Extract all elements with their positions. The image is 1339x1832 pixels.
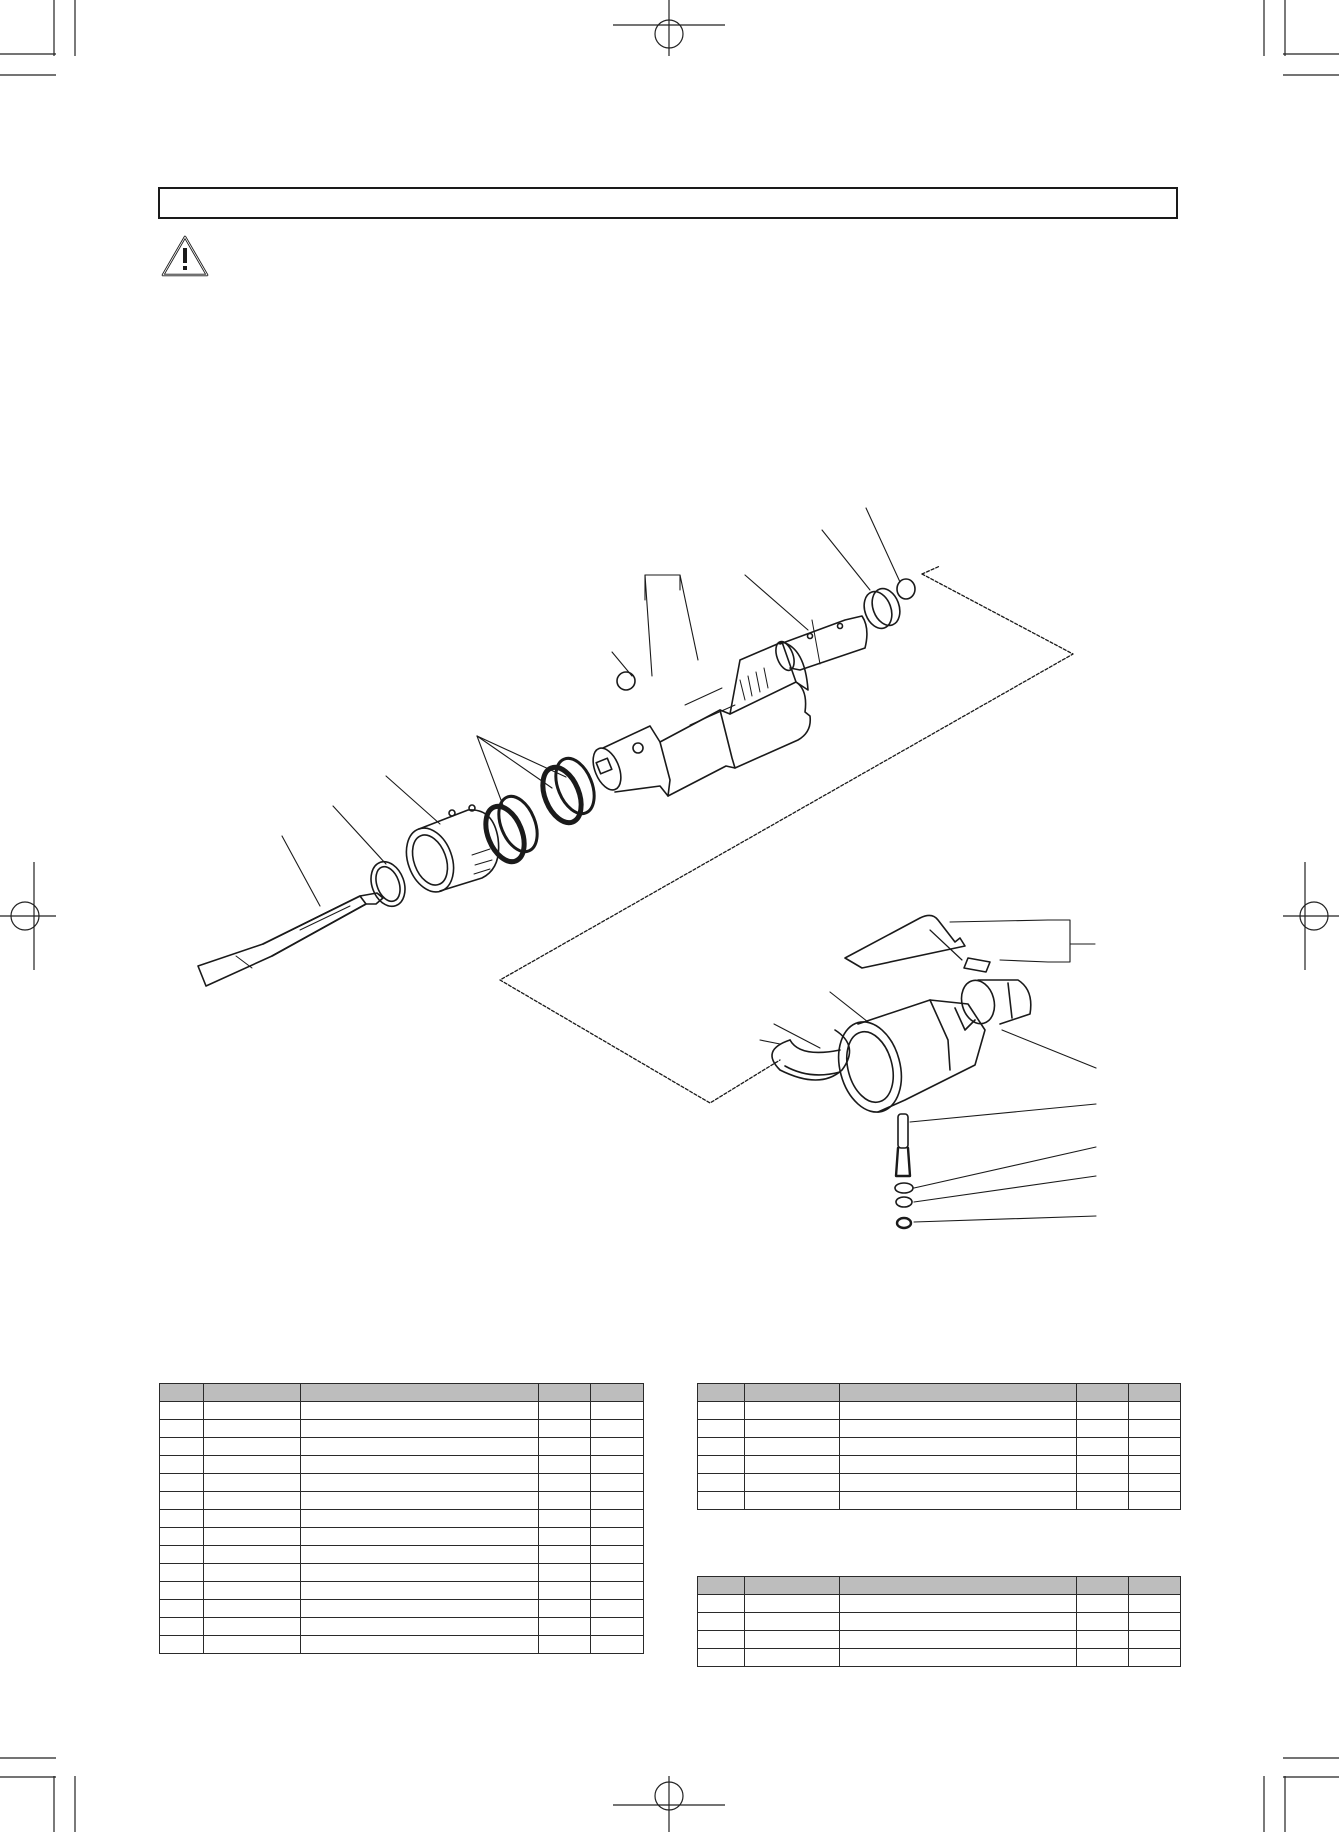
- retaining-clip-part: [365, 857, 411, 911]
- column-header: [1129, 1577, 1181, 1595]
- table-cell: [591, 1600, 644, 1618]
- table-cell: [745, 1456, 840, 1474]
- table-row: [160, 1564, 644, 1582]
- table-cell: [591, 1420, 644, 1438]
- registration-mark-right: [1283, 862, 1339, 970]
- table-cell: [698, 1492, 745, 1510]
- warning-triangle-icon: [160, 234, 210, 278]
- table-cell: [539, 1456, 591, 1474]
- column-header: [1077, 1577, 1129, 1595]
- table-cell: [840, 1438, 1077, 1456]
- registration-mark-left: [0, 862, 56, 970]
- table-cell: [204, 1420, 301, 1438]
- table-row: [160, 1420, 644, 1438]
- table-row: [698, 1402, 1181, 1420]
- section-title-bar: [158, 187, 1178, 219]
- table-cell: [698, 1438, 745, 1456]
- registration-mark-bottom: [613, 1776, 725, 1832]
- table-cell: [160, 1528, 204, 1546]
- table-cell: [204, 1474, 301, 1492]
- table-cell: [840, 1649, 1077, 1667]
- table-cell: [160, 1402, 204, 1420]
- chisel-bit-part: [198, 893, 383, 986]
- parts-table-left: [159, 1383, 644, 1654]
- table-cell: [204, 1510, 301, 1528]
- table-cell: [745, 1402, 840, 1420]
- throttle-valve-part: [895, 1114, 913, 1228]
- table-cell: [539, 1420, 591, 1438]
- table-cell: [840, 1456, 1077, 1474]
- table-cell: [698, 1613, 745, 1631]
- barrel-part: [588, 642, 811, 796]
- table-cell: [745, 1492, 840, 1510]
- parts-table-right-bottom: [697, 1576, 1181, 1667]
- table-cell: [301, 1582, 539, 1600]
- table-cell: [160, 1510, 204, 1528]
- column-header: [539, 1384, 591, 1402]
- column-header: [160, 1384, 204, 1402]
- table-cell: [301, 1474, 539, 1492]
- table-cell: [1077, 1420, 1129, 1438]
- table-cell: [591, 1438, 644, 1456]
- table-cell: [301, 1492, 539, 1510]
- registration-mark-top: [613, 0, 725, 56]
- table-row: [160, 1546, 644, 1564]
- table-cell: [1129, 1613, 1181, 1631]
- table-cell: [301, 1546, 539, 1564]
- table-cell: [840, 1420, 1077, 1438]
- table-row: [160, 1456, 644, 1474]
- table-cell: [1129, 1438, 1181, 1456]
- parts-table-right-top: [697, 1383, 1181, 1510]
- table-cell: [1129, 1649, 1181, 1667]
- table-row: [698, 1631, 1181, 1649]
- table-cell: [301, 1438, 539, 1456]
- table-cell: [591, 1474, 644, 1492]
- table-cell: [301, 1402, 539, 1420]
- column-header: [1077, 1384, 1129, 1402]
- table-cell: [698, 1420, 745, 1438]
- table-cell: [301, 1528, 539, 1546]
- table-cell: [160, 1420, 204, 1438]
- table-cell: [1077, 1613, 1129, 1631]
- table-row: [698, 1492, 1181, 1510]
- table-cell: [301, 1600, 539, 1618]
- table-cell: [160, 1492, 204, 1510]
- table-row: [160, 1582, 644, 1600]
- table-cell: [591, 1492, 644, 1510]
- table-cell: [160, 1564, 204, 1582]
- table-cell: [745, 1474, 840, 1492]
- table-cell: [840, 1474, 1077, 1492]
- table-cell: [1129, 1595, 1181, 1613]
- exploded-parts-diagram: [150, 480, 1210, 1240]
- table-row: [698, 1420, 1181, 1438]
- table-cell: [1077, 1402, 1129, 1420]
- table-cell: [301, 1636, 539, 1654]
- table-cell: [204, 1618, 301, 1636]
- table-cell: [204, 1438, 301, 1456]
- table-cell: [539, 1582, 591, 1600]
- table-cell: [204, 1492, 301, 1510]
- table-cell: [301, 1564, 539, 1582]
- table-cell: [1129, 1474, 1181, 1492]
- table-cell: [160, 1618, 204, 1636]
- leader-lines: [282, 508, 1096, 1222]
- retainer-collar-part: [398, 805, 499, 899]
- table-cell: [539, 1402, 591, 1420]
- table-cell: [204, 1528, 301, 1546]
- table-row: [160, 1402, 644, 1420]
- table-cell: [1077, 1456, 1129, 1474]
- table-cell: [745, 1613, 840, 1631]
- table-cell: [1077, 1631, 1129, 1649]
- table-cell: [591, 1618, 644, 1636]
- column-header: [840, 1577, 1077, 1595]
- table-header-row: [160, 1384, 644, 1402]
- table-cell: [745, 1438, 840, 1456]
- table-cell: [591, 1564, 644, 1582]
- table-row: [160, 1438, 644, 1456]
- table-cell: [591, 1402, 644, 1420]
- table-cell: [301, 1456, 539, 1474]
- column-header: [301, 1384, 539, 1402]
- table-row: [698, 1595, 1181, 1613]
- table-cell: [204, 1402, 301, 1420]
- table-cell: [160, 1600, 204, 1618]
- table-cell: [591, 1456, 644, 1474]
- table-cell: [698, 1456, 745, 1474]
- table-cell: [160, 1582, 204, 1600]
- table-cell: [698, 1474, 745, 1492]
- table-cell: [591, 1636, 644, 1654]
- table-row: [698, 1613, 1181, 1631]
- table-cell: [160, 1456, 204, 1474]
- column-header: [1129, 1384, 1181, 1402]
- table-cell: [698, 1631, 745, 1649]
- table-cell: [840, 1613, 1077, 1631]
- table-cell: [539, 1474, 591, 1492]
- table-cell: [840, 1402, 1077, 1420]
- table-cell: [301, 1510, 539, 1528]
- column-header: [698, 1384, 745, 1402]
- table-cell: [204, 1456, 301, 1474]
- table-cell: [1077, 1492, 1129, 1510]
- table-cell: [204, 1600, 301, 1618]
- table-cell: [591, 1510, 644, 1528]
- table-row: [698, 1474, 1181, 1492]
- column-header: [840, 1384, 1077, 1402]
- table-cell: [1129, 1420, 1181, 1438]
- table-row: [698, 1438, 1181, 1456]
- table-cell: [204, 1636, 301, 1654]
- table-cell: [204, 1546, 301, 1564]
- table-row: [160, 1636, 644, 1654]
- table-cell: [204, 1564, 301, 1582]
- inlet-bushing-part: [957, 977, 1031, 1028]
- table-cell: [539, 1510, 591, 1528]
- table-cell: [539, 1546, 591, 1564]
- table-cell: [1077, 1474, 1129, 1492]
- column-header: [698, 1577, 745, 1595]
- table-row: [160, 1600, 644, 1618]
- table-cell: [539, 1618, 591, 1636]
- table-cell: [1129, 1492, 1181, 1510]
- handle-body-part: [829, 1000, 985, 1119]
- table-row: [160, 1618, 644, 1636]
- table-cell: [301, 1420, 539, 1438]
- piston-part: [772, 616, 867, 673]
- table-cell: [204, 1582, 301, 1600]
- table-cell: [745, 1631, 840, 1649]
- table-cell: [539, 1528, 591, 1546]
- table-cell: [160, 1636, 204, 1654]
- table-cell: [745, 1595, 840, 1613]
- table-row: [160, 1510, 644, 1528]
- table-row: [160, 1528, 644, 1546]
- table-cell: [745, 1649, 840, 1667]
- table-cell: [840, 1595, 1077, 1613]
- column-header: [745, 1577, 840, 1595]
- table-cell: [698, 1595, 745, 1613]
- column-header: [745, 1384, 840, 1402]
- table-row: [160, 1474, 644, 1492]
- table-cell: [840, 1492, 1077, 1510]
- table-cell: [591, 1528, 644, 1546]
- table-cell: [539, 1636, 591, 1654]
- table-cell: [160, 1474, 204, 1492]
- throttle-lever-part: [845, 915, 990, 972]
- column-header: [591, 1384, 644, 1402]
- table-cell: [539, 1600, 591, 1618]
- table-cell: [539, 1564, 591, 1582]
- table-cell: [1129, 1402, 1181, 1420]
- table-cell: [539, 1492, 591, 1510]
- table-cell: [160, 1546, 204, 1564]
- table-cell: [698, 1402, 745, 1420]
- table-cell: [160, 1438, 204, 1456]
- table-row: [698, 1456, 1181, 1474]
- table-cell: [591, 1582, 644, 1600]
- table-cell: [1129, 1456, 1181, 1474]
- table-cell: [1077, 1595, 1129, 1613]
- table-cell: [301, 1618, 539, 1636]
- table-cell: [745, 1420, 840, 1438]
- table-row: [698, 1649, 1181, 1667]
- table-cell: [840, 1631, 1077, 1649]
- table-cell: [1077, 1438, 1129, 1456]
- table-cell: [698, 1649, 745, 1667]
- column-header: [204, 1384, 301, 1402]
- table-header-row: [698, 1384, 1181, 1402]
- table-row: [160, 1492, 644, 1510]
- piston-rings-part: [478, 753, 601, 868]
- table-cell: [1077, 1649, 1129, 1667]
- table-cell: [1129, 1631, 1181, 1649]
- table-header-row: [698, 1577, 1181, 1595]
- table-cell: [591, 1546, 644, 1564]
- table-cell: [539, 1438, 591, 1456]
